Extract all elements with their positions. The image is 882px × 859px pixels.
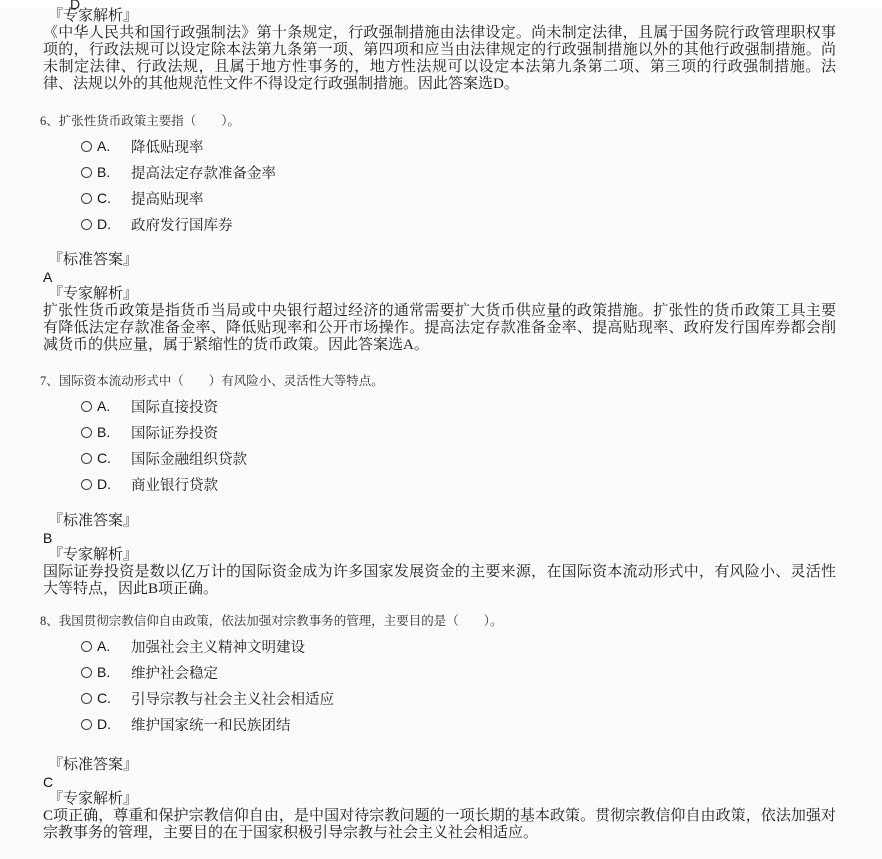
standard-answer: C xyxy=(43,774,54,790)
option-letter: A. xyxy=(97,398,111,414)
option-a-radio[interactable] xyxy=(81,141,92,152)
analysis-text: 国际证券投资是数以亿万计的国际资金成为许多国家发展资金的主要来源，在国际资本流动形式中，有风险小、灵活性大等特点，因此B项正确。 xyxy=(43,564,836,597)
option-row xyxy=(81,685,882,711)
option-letter: A. xyxy=(97,638,111,654)
option-text: 维护国家统一和民族团结 xyxy=(131,717,291,734)
option-letter: D. xyxy=(97,716,111,732)
standard-answer: A xyxy=(43,269,53,285)
question-6-title: 6、扩张性货币政策主要指（ ）。 xyxy=(40,114,241,128)
option-text: 商业银行贷款 xyxy=(131,477,218,494)
option-letter: C. xyxy=(97,690,111,706)
option-text: 提高贴现率 xyxy=(131,191,204,208)
option-d-radio[interactable] xyxy=(81,479,92,490)
question-6-options xyxy=(0,133,882,237)
option-letter: B. xyxy=(97,424,111,440)
option-text: 降低贴现率 xyxy=(131,139,204,156)
previous-answer-cutoff: D xyxy=(70,0,81,12)
option-a-radio[interactable] xyxy=(81,641,92,652)
question-7-options xyxy=(0,393,882,497)
answer-header: 『标准答案』 xyxy=(48,513,139,529)
analysis-header: 『专家解析』 xyxy=(48,286,139,302)
analysis-header: 『专家解析』 xyxy=(48,547,139,563)
option-row xyxy=(81,133,882,159)
option-row xyxy=(81,185,882,211)
option-letter: A. xyxy=(97,138,111,154)
option-c-radio[interactable] xyxy=(81,193,92,204)
option-letter: D. xyxy=(97,216,111,232)
option-row xyxy=(81,211,882,237)
option-text: 维护社会稳定 xyxy=(131,665,218,682)
analysis-header: 『专家解析』 xyxy=(48,8,139,24)
option-row xyxy=(81,659,882,685)
option-text: 政府发行国库券 xyxy=(131,217,233,234)
option-letter: B. xyxy=(97,164,111,180)
question-8-options xyxy=(0,633,882,737)
answer-header: 『标准答案』 xyxy=(48,757,139,773)
option-letter: C. xyxy=(97,450,111,466)
option-text: 提高法定存款准备金率 xyxy=(131,165,276,182)
analysis-text: 扩张性货币政策是指货币当局或中央银行超过经济的通常需要扩大货币供应量的政策措施。扩张性的货币政策工具主要有降低法定存款准备金率、降低贴现率和公开市场操作。提高法定存款准备金率、提高贴现率、政府发行国库券都会削减货币的供应量，属于紧缩性的货币政策。因此答案选A。 xyxy=(43,303,836,353)
option-text: 加强社会主义精神文明建设 xyxy=(131,639,305,656)
analysis-text: C项正确，尊重和保护宗教信仰自由，是中国对待宗教问题的一项长期的基本政策。贯彻宗教信仰自由政策，依法加强对宗教事务的管理，主要目的在于国家积极引导宗教与社会主义社会相适应。 xyxy=(43,808,836,841)
question-8-title: 8、我国贯彻宗教信仰自由政策，依法加强对宗教事务的管理，主要目的是（ ）。 xyxy=(40,614,503,628)
option-letter: C. xyxy=(97,190,111,206)
option-row xyxy=(81,419,882,445)
question-7-title: 7、国际资本流动形式中（ ）有风险小、灵活性大等特点。 xyxy=(40,374,384,388)
option-row xyxy=(81,159,882,185)
option-b-radio[interactable] xyxy=(81,167,92,178)
option-text: 引导宗教与社会主义社会相适应 xyxy=(131,691,334,708)
option-b-radio[interactable] xyxy=(81,427,92,438)
analysis-header: 『专家解析』 xyxy=(48,791,139,807)
option-text: 国际证券投资 xyxy=(131,425,218,442)
option-a-radio[interactable] xyxy=(81,401,92,412)
option-row xyxy=(81,711,882,737)
option-c-radio[interactable] xyxy=(81,693,92,704)
option-b-radio[interactable] xyxy=(81,667,92,678)
option-row xyxy=(81,445,882,471)
standard-answer: B xyxy=(43,530,53,546)
option-c-radio[interactable] xyxy=(81,453,92,464)
option-d-radio[interactable] xyxy=(81,219,92,230)
analysis-text: 《中华人民共和国行政强制法》第十条规定，行政强制措施由法律设定。尚未制定法律，且属于国务院行政管理职权事项的，行政法规可以设定除本法第九条第一项、第四项和应当由法律规定的行政强制措施以外的其他行政强制措施。尚未制定法律、行政法规，且属于地方性事务的，地方性法规可以设定本法第九条第二项、第三项的行政强制措施。法律、法规以外的其他规范性文件不得设定行政强制措施。因此答案选D。 xyxy=(43,25,836,92)
option-letter: B. xyxy=(97,664,111,680)
option-row xyxy=(81,471,882,497)
answer-header: 『标准答案』 xyxy=(48,252,139,268)
option-letter: D. xyxy=(97,476,111,492)
option-text: 国际金融组织贷款 xyxy=(131,451,247,468)
option-row xyxy=(81,633,882,659)
option-d-radio[interactable] xyxy=(81,719,92,730)
option-row xyxy=(81,393,882,419)
option-text: 国际直接投资 xyxy=(131,399,218,416)
